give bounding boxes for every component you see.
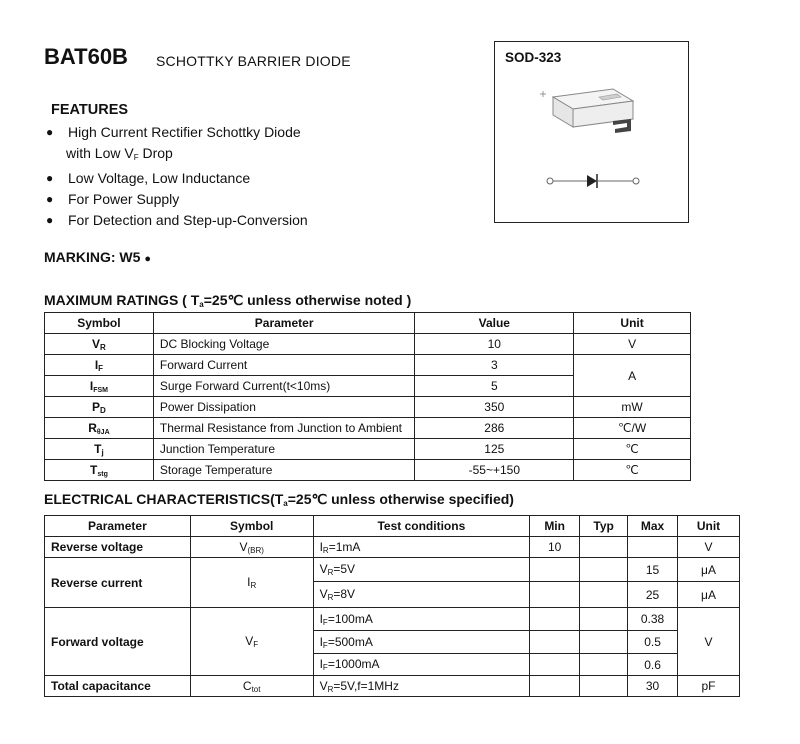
symbol: T	[94, 441, 102, 456]
value-cell: 3	[415, 355, 574, 376]
condition-cell	[313, 654, 530, 676]
symbol-subscript: stg	[97, 470, 108, 478]
parameter-cell: Power Dissipation	[153, 397, 415, 418]
condition-subscript: R	[322, 545, 329, 555]
condition-value: =500mA	[327, 634, 373, 649]
symbol-subscript: FSM	[93, 386, 108, 394]
condition-subscript: R	[327, 684, 334, 694]
symbol-cell	[45, 439, 154, 460]
column-header: Unit	[678, 516, 740, 537]
column-header: Test conditions	[313, 516, 530, 537]
min-cell	[530, 676, 580, 697]
max-ratings-table	[44, 312, 691, 481]
symbol-cell	[45, 355, 154, 376]
symbol-subscript: R	[250, 581, 257, 590]
package-box	[494, 41, 689, 223]
condition-subscript: R	[327, 593, 334, 602]
min-cell	[530, 608, 580, 631]
condition-cell	[313, 631, 530, 654]
package-drawing-icon	[535, 77, 645, 152]
condition-cell	[313, 558, 530, 582]
max-cell: 0.6	[628, 654, 678, 676]
condition-value: =5V,f=1MHz	[333, 678, 399, 693]
title-text: ELECTRICAL CHARACTERISTICS(T	[44, 491, 284, 507]
symbol-cell	[45, 397, 154, 418]
table-row	[45, 608, 740, 631]
parameter-cell: Thermal Resistance from Junction to Ambient	[153, 418, 415, 439]
symbol-cell	[190, 676, 313, 697]
column-header: Symbol	[45, 313, 154, 334]
condition-symbol: I	[319, 611, 323, 626]
symbol: I	[89, 378, 94, 393]
feature-text: For Power Supply	[68, 191, 180, 207]
typ-cell	[580, 654, 628, 676]
bullet-icon: ●	[46, 125, 54, 139]
features-title: FEATURES	[51, 102, 129, 118]
condition-subscript: F	[322, 663, 328, 672]
condition-cell	[313, 537, 530, 558]
electrical-title	[44, 491, 514, 508]
symbol: P	[92, 399, 101, 414]
parameter-cell: DC Blocking Voltage	[153, 334, 415, 355]
symbol: V	[239, 539, 248, 554]
typ-cell	[580, 537, 628, 558]
symbol-subscript: F	[253, 640, 259, 649]
min-cell	[530, 654, 580, 676]
table-row	[45, 418, 691, 439]
feature-item-continued	[44, 143, 308, 168]
table-row	[45, 558, 740, 582]
unit-cell: μA	[678, 558, 740, 582]
title-text: MAXIMUM RATINGS ( T	[44, 292, 200, 308]
unit-cell: ℃	[574, 439, 691, 460]
symbol-cell	[45, 376, 154, 397]
min-cell	[530, 558, 580, 582]
symbol: I	[247, 575, 251, 589]
condition-symbol: V	[319, 562, 328, 576]
symbol: R	[88, 420, 97, 435]
table-row	[45, 355, 691, 376]
typ-cell	[580, 676, 628, 697]
max-cell: 0.5	[628, 631, 678, 654]
parameter-cell: Reverse current	[45, 558, 191, 608]
unit-cell: V	[678, 608, 740, 676]
table-row	[45, 334, 691, 355]
symbol: T	[90, 462, 98, 477]
unit-cell: V	[678, 537, 740, 558]
parameter-cell: Surge Forward Current(t<10ms)	[153, 376, 415, 397]
value-cell: 5	[415, 376, 574, 397]
unit-cell: A	[574, 355, 691, 397]
symbol-cell	[45, 418, 154, 439]
unit-cell: mW	[574, 397, 691, 418]
feature-text: Low Voltage, Low Inductance	[68, 170, 251, 186]
feature-item	[44, 210, 308, 231]
value-cell: 286	[415, 418, 574, 439]
feature-item	[44, 122, 308, 143]
symbol-subscript: R	[100, 342, 106, 352]
typ-cell	[580, 558, 628, 582]
parameter-cell: Junction Temperature	[153, 439, 415, 460]
feature-text: For Detection and Step-up-Conversion	[68, 212, 308, 228]
symbol-subscript: (BR)	[247, 545, 264, 555]
symbol: V	[92, 336, 101, 351]
symbol: V	[245, 634, 254, 648]
condition-value: =8V	[333, 587, 356, 601]
min-cell: 10	[530, 537, 580, 558]
column-header: Parameter	[45, 516, 191, 537]
table-row	[45, 397, 691, 418]
condition-subscript: F	[322, 640, 328, 650]
title-text: =25℃ unless otherwise specified)	[287, 491, 514, 507]
feature-subscript: F	[133, 153, 139, 162]
typ-cell	[580, 582, 628, 608]
feature-text: with Low V	[66, 145, 134, 161]
feature-item	[44, 189, 308, 210]
table-header-row	[45, 516, 740, 537]
condition-cell	[313, 676, 530, 697]
table-row	[45, 439, 691, 460]
min-cell	[530, 631, 580, 654]
symbol: C	[242, 678, 252, 693]
column-header: Max	[628, 516, 678, 537]
min-cell	[530, 582, 580, 608]
part-number: BAT60B	[44, 44, 128, 69]
table-row	[45, 537, 740, 558]
condition-value: =1mA	[328, 539, 361, 554]
column-header: Parameter	[153, 313, 415, 334]
condition-cell	[313, 582, 530, 608]
symbol-subscript: F	[98, 363, 104, 373]
title-text: =25℃ unless otherwise noted )	[203, 292, 412, 308]
package-name: SOD-323	[505, 50, 562, 65]
parameter-cell: Total capacitance	[45, 676, 191, 697]
typ-cell	[580, 608, 628, 631]
symbol-cell	[190, 537, 313, 558]
unit-cell: V	[574, 334, 691, 355]
condition-symbol: I	[319, 539, 323, 554]
condition-symbol: I	[319, 634, 323, 649]
table-header-row	[45, 313, 691, 334]
table-row	[45, 676, 740, 697]
condition-subscript: R	[327, 568, 334, 577]
feature-text: High Current Rectifier Schottky Diode	[68, 124, 301, 140]
condition-subscript: F	[322, 617, 328, 627]
feature-item	[44, 168, 308, 189]
value-cell: 350	[415, 397, 574, 418]
column-header: Typ	[580, 516, 628, 537]
table-row	[45, 460, 691, 481]
condition-value: =1000mA	[327, 657, 380, 671]
unit-cell: ℃/W	[574, 418, 691, 439]
max-cell: 15	[628, 558, 678, 582]
symbol: I	[94, 357, 99, 372]
condition-symbol: V	[319, 587, 328, 601]
value-cell: 10	[415, 334, 574, 355]
title-subscript: a	[199, 300, 204, 309]
condition-symbol: I	[319, 657, 323, 671]
max-cell: 25	[628, 582, 678, 608]
parameter-cell: Forward voltage	[45, 608, 191, 676]
parameter-cell: Reverse voltage	[45, 537, 191, 558]
title-subscript: a	[283, 499, 288, 508]
part-description: SCHOTTKY BARRIER DIODE	[156, 53, 351, 69]
features-list	[44, 122, 308, 231]
condition-value: =5V	[333, 562, 356, 576]
symbol-cell	[190, 608, 313, 676]
symbol-cell	[45, 460, 154, 481]
parameter-cell: Forward Current	[153, 355, 415, 376]
unit-cell: pF	[678, 676, 740, 697]
value-cell: -55~+150	[415, 460, 574, 481]
condition-symbol: V	[319, 678, 328, 693]
column-header: Value	[415, 313, 574, 334]
max-cell: 0.38	[628, 608, 678, 631]
marking-dot-icon: ●	[144, 253, 151, 265]
symbol-subscript: tot	[251, 684, 261, 694]
max-ratings-title	[44, 292, 411, 309]
bullet-icon: ●	[46, 171, 54, 185]
typ-cell	[580, 631, 628, 654]
marking-text: MARKING: W5	[44, 249, 141, 265]
feature-text: Drop	[138, 145, 173, 161]
max-cell: 30	[628, 676, 678, 697]
bullet-icon: ●	[46, 192, 54, 206]
condition-value: =100mA	[327, 611, 373, 626]
parameter-cell: Storage Temperature	[153, 460, 415, 481]
symbol-subscript: D	[100, 405, 106, 415]
condition-cell	[313, 608, 530, 631]
value-cell: 125	[415, 439, 574, 460]
electrical-table	[44, 515, 740, 697]
unit-cell: ℃	[574, 460, 691, 481]
symbol-cell	[190, 558, 313, 608]
bullet-icon: ●	[46, 213, 54, 227]
max-cell	[628, 537, 678, 558]
column-header: Symbol	[190, 516, 313, 537]
column-header: Min	[530, 516, 580, 537]
column-header: Unit	[574, 313, 691, 334]
symbol-cell	[45, 334, 154, 355]
unit-cell: μA	[678, 582, 740, 608]
symbol-subscript: j	[101, 447, 104, 457]
marking-label	[44, 249, 151, 265]
diode-symbol-icon	[545, 170, 641, 192]
symbol-subscript: θJA	[96, 428, 110, 436]
